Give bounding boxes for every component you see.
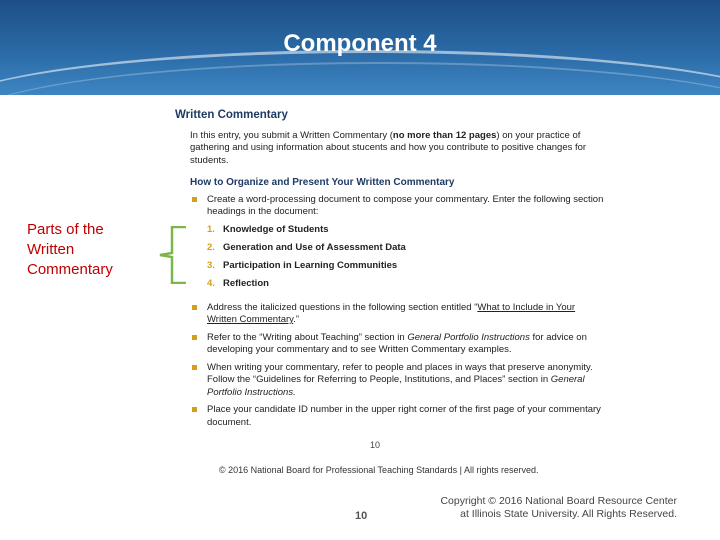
section-heading-3: 3. Participation in Learning Communities — [207, 259, 398, 271]
slide-title: Component 4 — [283, 30, 437, 57]
section-heading-1: 1. Knowledge of Students — [207, 223, 329, 235]
document-excerpt — [175, 109, 605, 434]
list-item: Refer to the “Writing about Teaching” section in General Portfolio Instructions for advice on developing your commentary and to see Written Commentary examples. — [207, 332, 605, 357]
doc-heading: Written Commentary — [175, 109, 288, 121]
list-item: When writing your commentary, refer to people and places in ways that preserve anonymity. Follow the “Guidelines for Referring to People, Institutions, and Places” section in General Portfolio Instructions. — [207, 362, 605, 400]
written-commentary-link[interactable]: What to Include in Your Written Commentary — [207, 301, 576, 325]
doc-subheading: How to Organize and Present Your Written Commentary — [190, 177, 455, 188]
list-item: Place your candidate ID number in the upper right corner of the first page of your commentary document. — [207, 404, 605, 429]
section-heading-2: 2. Generation and Use of Assessment Data — [207, 241, 406, 253]
doc-copyright: © 2016 National Board for Professional Teaching Standards | All rights reserved. — [219, 465, 539, 475]
section-heading-4: 4. Reflection — [207, 277, 269, 289]
section-headings-list — [207, 224, 605, 296]
list-item: Address the italicized questions in the following section entitled “What to Include in Your Written Commentary.” — [207, 302, 605, 327]
doc-intro: In this entry, you submit a Written Commentary (no more than 12 pages) on your practice of gathering and using information about stucents and how you contribute to positive changes for students. — [190, 129, 587, 166]
doc-page-number: 10 — [370, 440, 381, 450]
side-label: Parts of the Written Commentary — [27, 221, 113, 278]
list-item: Create a word-processing document to compose your commentary. Enter the following section headings in the document: — [207, 193, 604, 217]
slide-number: 10 — [355, 510, 368, 522]
slide-copyright: Copyright © 2016 National Board Resource Center at Illinois State University. All Rights Reserved. — [440, 495, 677, 520]
